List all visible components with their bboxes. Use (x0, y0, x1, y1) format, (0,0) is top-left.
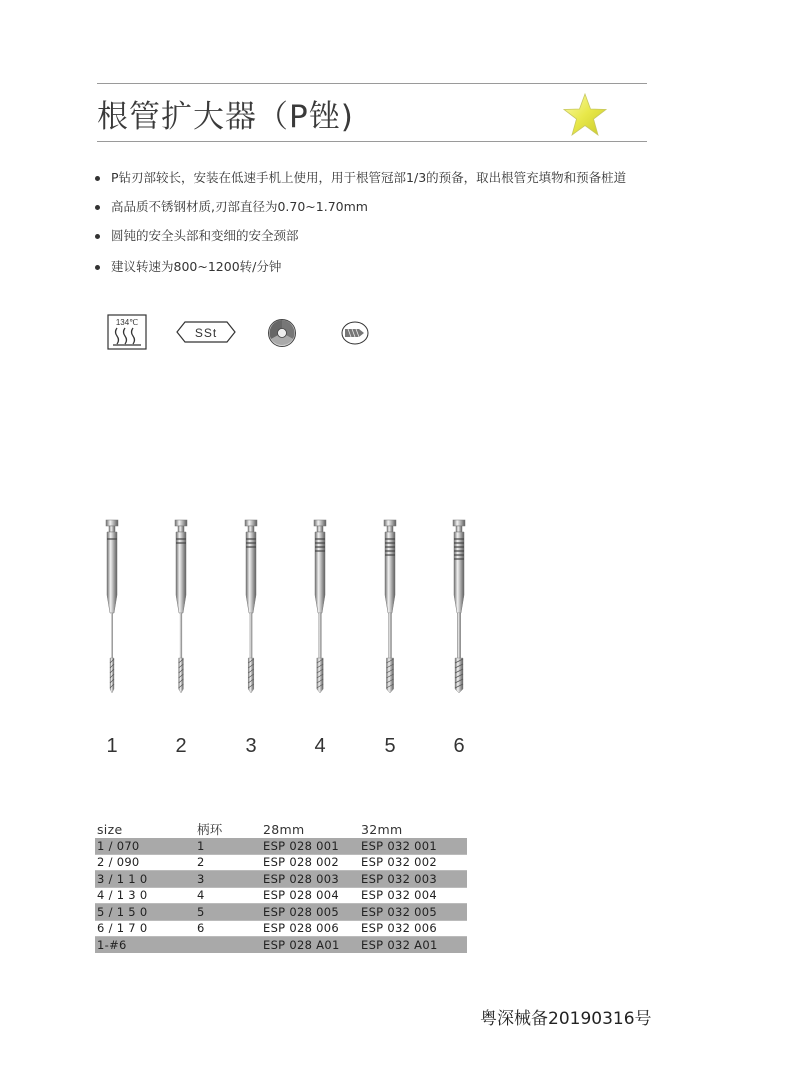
table-cell (197, 937, 263, 953)
table-cell: ESP 028 004 (263, 887, 361, 904)
registration-number: 粤深械备20190316号 (480, 1009, 652, 1029)
feature-item: P钻刃部较长，安装在低速手机上使用，用于根管冠部1/3的预备，取出根管充填物和预备桩道 (95, 170, 626, 186)
feature-list (95, 170, 626, 275)
table-cell: 1 (197, 838, 263, 854)
table-cell: ESP 032 A01 (361, 937, 467, 953)
feature-item: 圆钝的安全头部和变细的安全颈部 (95, 228, 626, 244)
instrument-6 (453, 520, 465, 693)
sterilize-temp-label: 134℃ (115, 318, 139, 327)
header-top-rule (97, 83, 647, 84)
table-cell: 2 (197, 854, 263, 871)
header-32mm: 32mm (361, 821, 403, 837)
header-28mm: 28mm (263, 821, 305, 837)
table-row (95, 838, 467, 854)
triple-flute-cross-section-icon (267, 318, 297, 348)
header-bottom-rule (97, 141, 647, 142)
table-cell: ESP 028 005 (263, 904, 361, 921)
size-table (95, 820, 467, 953)
table-row (95, 937, 467, 953)
table-cell: 6 / 1 7 0 (95, 920, 197, 937)
table-cell: ESP 032 004 (361, 887, 467, 904)
table-cell: 4 (197, 887, 263, 904)
table-cell: ESP 028 A01 (263, 937, 361, 953)
instrument-number: 2 (175, 735, 187, 757)
star-icon (562, 93, 608, 137)
table-cell: 2 / 090 (95, 854, 197, 871)
table-row (95, 920, 467, 937)
table-row (95, 871, 467, 888)
drill-tip-icon (340, 320, 370, 346)
table-cell: ESP 028 003 (263, 871, 361, 888)
instrument-number: 3 (245, 735, 257, 757)
instrument-1 (106, 520, 118, 693)
instrument-4 (314, 520, 326, 693)
table-row (95, 904, 467, 921)
table-cell: 1-#6 (95, 937, 197, 953)
table-cell: ESP 028 002 (263, 854, 361, 871)
table-cell: 5 (197, 904, 263, 921)
instrument-illustrations (90, 515, 490, 765)
instrument-number: 1 (106, 735, 118, 757)
table-cell: 5 / 1 5 0 (95, 904, 197, 921)
table-cell: 3 / 1 1 0 (95, 871, 197, 888)
instrument-3 (245, 520, 257, 693)
table-row (95, 854, 467, 871)
instrument-2 (175, 520, 187, 693)
table-cell: 3 (197, 871, 263, 888)
table-cell: ESP 032 006 (361, 920, 467, 937)
table-cell: 6 (197, 920, 263, 937)
table-cell: ESP 032 001 (361, 838, 467, 854)
instrument-number: 5 (384, 735, 396, 757)
header-size: size (97, 821, 123, 837)
table-cell: 4 / 1 3 0 (95, 887, 197, 904)
instrument-5 (384, 520, 396, 693)
table-cell: ESP 028 006 (263, 920, 361, 937)
feature-item: 高品质不锈钢材质,刃部直径为0.70~1.70mm (95, 199, 626, 215)
sterilization-134c-icon (107, 314, 147, 350)
table-cell: ESP 032 003 (361, 871, 467, 888)
table-cell: ESP 032 005 (361, 904, 467, 921)
stainless-steel-icon (176, 320, 236, 344)
table-cell: 1 / 070 (95, 838, 197, 854)
table-row (95, 887, 467, 904)
material-label: SSt (194, 326, 218, 340)
instrument-number: 4 (314, 735, 326, 757)
page-title: 根管扩大器（P锉) (97, 99, 354, 135)
header-ring: 柄环 (197, 822, 223, 837)
feature-item: 建议转速为800~1200转/分钟 (95, 259, 626, 275)
table-cell: ESP 032 002 (361, 854, 467, 871)
instrument-number: 6 (453, 735, 465, 757)
table-header-row (95, 820, 467, 838)
table-cell: ESP 028 001 (263, 838, 361, 854)
